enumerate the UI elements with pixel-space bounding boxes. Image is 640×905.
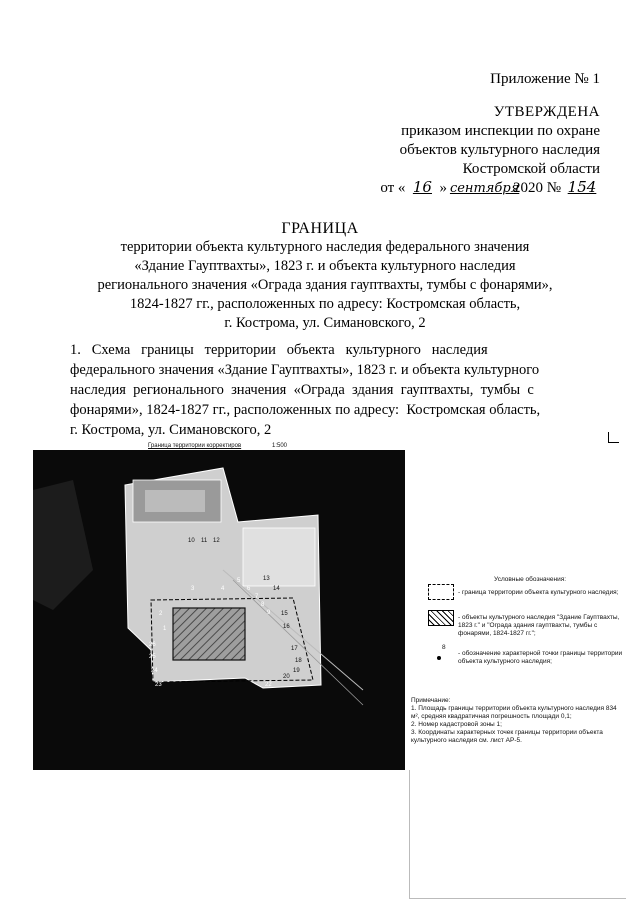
point-marker-icon [437,656,441,660]
map-point-label: 4 [221,586,225,592]
map-point-label: 12 [213,538,220,544]
date-prefix: от « [380,180,406,196]
map-point-label: 1 [163,626,167,632]
map-point-label: 7 [255,594,259,600]
title-line-2: «Здание Гауптвахты», 1823 г. и объекта культурного наследия [134,258,516,274]
map-point-label: 25 [149,654,156,660]
date-month: сентября [449,181,520,196]
note-item-1: 1. Площадь границы территории объекта культурного наследия 834 м², средняя квадратичная погрешность площади 0,1; [411,705,617,720]
map-point-label: 26 [149,642,156,648]
date-day: 16 [412,178,432,196]
legend-point-label: 8 [442,644,446,651]
legend-item-2: - объекты культурного наследия "Здание Гауптвахты, 1823 г." и "Ограда здания гауптвахты, тумбы с фонарями, 1824-1827 гг."; [458,614,620,637]
map-point-label: 15 [281,611,288,617]
order-line-3: Костромской области [462,161,600,177]
map-point-label: 14 [273,586,280,592]
order-line-2: объектов культурного наследия [399,142,600,158]
map-point-label: 17 [291,646,298,652]
boundary-map [33,450,405,770]
map-point-label: 20 [283,674,290,680]
title-line-4: 1824-1827 гг., расположенных по адресу: Костромская область, [129,296,521,312]
order-date-line [380,178,600,198]
paragraph-line-1: 1. Схема границы территории объекта культурного наследия [70,342,488,358]
map-point-label: 2 [159,611,163,617]
sheet-frame [409,770,626,899]
map-point-label: 22 [265,682,272,688]
map-point-label: 8 [261,602,265,608]
date-year: 2020 № [512,180,561,196]
map-caption: Граница территории корректиров [148,443,242,449]
map-point-label: 19 [293,668,300,674]
map-point-label: 13 [263,576,270,582]
map-point-label: 23 [155,682,162,688]
note-item-3: 3. Координаты характерных точек границы территории объекта культурного наследия см. лист АР-5. [411,729,603,744]
legend-dashed-box-icon [428,584,454,600]
map-point-label: 11 [201,538,208,544]
legend-title: Условные обозначения: [494,576,567,583]
corner-mark [608,432,619,443]
paragraph-line-5: г. Кострома, ул. Симановского, 2 [70,422,272,438]
map-scale: 1:500 [272,443,288,449]
document-title: ГРАНИЦА [281,220,359,237]
legend-item-1: - граница территории объекта культурного наследия; [458,589,619,596]
legend-hatched-box-icon [428,610,454,626]
approved-label: УТВЕРЖДЕНА [493,104,600,120]
paragraph-line-4: фонарями», 1824-1827 гг., расположенных по адресу: Костромская область, [70,402,541,418]
note-item-2: 2. Номер кадастровой зоны 1; [411,721,502,728]
title-line-1: территории объекта культурного наследия федерального значения [120,239,530,255]
paragraph-line-3: наследия регионального значения «Ограда здания гауптвахты, тумбы с [70,382,534,398]
title-line-5: г. Кострома, ул. Симановского, 2 [224,315,426,331]
map-point-label: 3 [191,586,195,592]
map-point-label: 5 [237,578,241,584]
date-number: 154 [567,178,597,196]
legend-item-3: - обозначение характерной точки границы территории объекта культурного наследия; [458,650,623,665]
title-line-3: регионального значения «Ограда здания гауптвахты, тумбы с фонарями», [97,277,553,293]
map-svg [33,450,405,770]
map-point-label: 16 [283,624,290,630]
map-point-label: 10 [188,538,195,544]
notes-heading: Примечание: [411,697,451,704]
order-line-1: приказом инспекции по охране [401,123,600,139]
map-point-label: 9 [267,610,271,616]
map-point-label: 24 [151,668,158,674]
date-mid: » [439,180,447,196]
map-point-label: 6 [247,586,251,592]
map-point-label: 18 [295,658,302,664]
appendix-label: Приложение № 1 [490,71,600,87]
paragraph-line-2: федерального значения «Здание Гауптвахты», 1823 г. и объекта культурного [70,362,540,378]
